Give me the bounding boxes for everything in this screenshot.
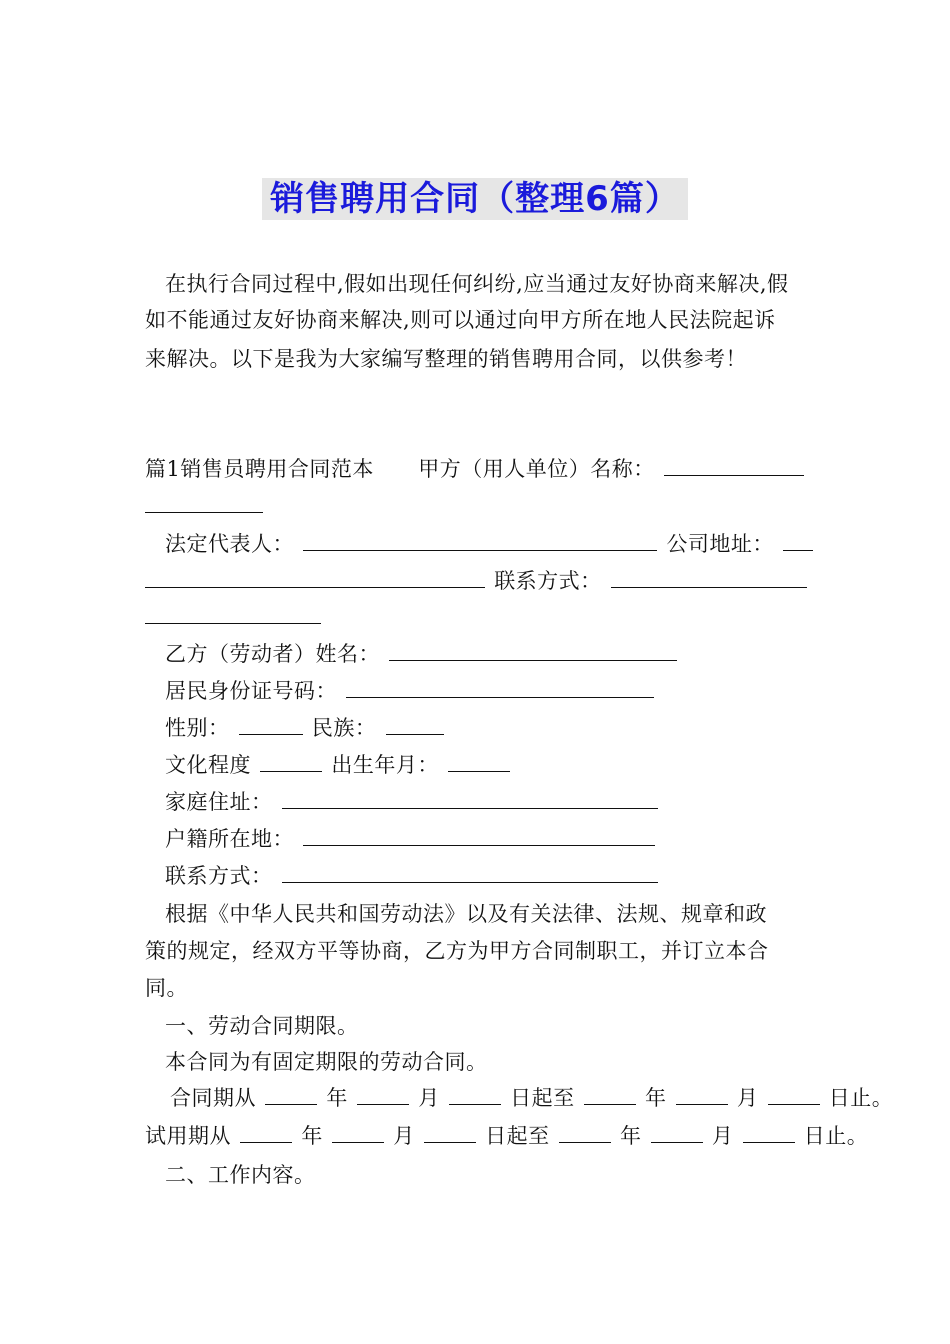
- basis-line-3: 同。: [145, 976, 188, 1000]
- party-a-line: [145, 455, 806, 483]
- legal-rep-line: [165, 530, 815, 558]
- intro-line-2: 如不能通过友好协商来解决,则可以通过向甲方所在地人民法院起诉: [145, 308, 776, 332]
- term-end-year-blank: [584, 1084, 636, 1105]
- clause1-text: 本合同为有固定期限的劳动合同。: [165, 1050, 488, 1074]
- term-start-day-blank: [449, 1084, 501, 1105]
- contact-a-blank: [611, 567, 807, 588]
- party-b-line: [165, 640, 679, 668]
- id-line: [165, 677, 656, 705]
- probation-start-month-blank: [332, 1122, 384, 1143]
- legal-rep-label: 法定代表人：: [165, 532, 294, 556]
- gender-line: [165, 714, 446, 742]
- term-start-year-blank: [265, 1084, 317, 1105]
- probation-end-month-blank: [651, 1122, 703, 1143]
- contact-a-cont-line: [145, 603, 323, 631]
- household-blank: [303, 825, 655, 846]
- gender-blank: [239, 714, 303, 735]
- id-blank: [346, 677, 654, 698]
- term-from-label: 合同期从: [170, 1086, 256, 1110]
- company-address-label: 公司地址：: [666, 532, 774, 556]
- contact-label-b: 联系方式：: [165, 864, 273, 888]
- term-day-from: 日起至: [510, 1086, 575, 1110]
- probation-line: [145, 1122, 868, 1150]
- probation-from-label: 试用期从: [145, 1124, 231, 1148]
- probation-month-2: 月: [711, 1124, 734, 1148]
- contact-label-a: 联系方式：: [494, 569, 602, 593]
- home-address-blank: [282, 788, 658, 809]
- contact-b-line: [165, 862, 660, 890]
- gender-label: 性别：: [165, 716, 230, 740]
- document-title: 销售聘用合同（整理6篇）: [262, 178, 688, 220]
- term-month-1: 月: [418, 1086, 440, 1110]
- title-container: [0, 178, 950, 220]
- term-end-month-blank: [676, 1084, 728, 1105]
- birth-blank: [448, 751, 510, 772]
- party-a-name-blank-2: [145, 492, 263, 513]
- probation-start-year-blank: [240, 1122, 292, 1143]
- term-day-until: 日止。: [828, 1086, 894, 1110]
- home-address-line: [165, 788, 660, 816]
- probation-year-2: 年: [620, 1124, 642, 1148]
- ethnicity-label: 民族：: [311, 716, 377, 740]
- probation-month-1: 月: [393, 1124, 415, 1148]
- clause1-title: 一、劳动合同期限。: [165, 1014, 359, 1038]
- birth-label: 出生年月：: [331, 753, 439, 777]
- education-line: [165, 751, 512, 779]
- contact-a-blank-2: [145, 603, 321, 624]
- legal-rep-blank: [303, 530, 657, 551]
- probation-end-day-blank: [743, 1122, 795, 1143]
- probation-start-day-blank: [424, 1122, 476, 1143]
- probation-day-until: 日止。: [803, 1124, 869, 1148]
- party-b-name-label: 乙方（劳动者）姓名：: [165, 642, 380, 666]
- company-address-blank-2: [145, 567, 485, 588]
- home-address-label: 家庭住址：: [165, 790, 273, 814]
- intro-line-3: 来解决。以下是我为大家编写整理的销售聘用合同，以供参考！: [145, 347, 747, 371]
- contact-a-line: [145, 567, 809, 595]
- term-year-2: 年: [645, 1086, 667, 1110]
- contact-b-blank: [282, 862, 658, 883]
- term-year-1: 年: [326, 1086, 348, 1110]
- party-a-name-blank: [664, 455, 804, 476]
- id-label: 居民身份证号码：: [165, 679, 337, 703]
- party-b-name-blank: [389, 640, 677, 661]
- basis-line-1: 根据《中华人民共和国劳动法》以及有关法律、法规、规章和政: [165, 902, 767, 926]
- probation-day-from: 日起至: [485, 1124, 550, 1148]
- probation-end-year-blank: [559, 1122, 611, 1143]
- basis-line-2: 策的规定，经双方平等协商，乙方为甲方合同制职工，并订立本合: [145, 939, 769, 963]
- household-label: 户籍所在地：: [165, 827, 294, 851]
- education-blank: [260, 751, 322, 772]
- clause2-title: 二、工作内容。: [165, 1163, 316, 1187]
- party-a-name-label: 甲方（用人单位）名称：: [418, 457, 655, 481]
- ethnicity-blank: [386, 714, 444, 735]
- section-heading: 篇1销售员聘用合同范本: [145, 457, 374, 481]
- company-address-blank: [783, 530, 813, 551]
- intro-line-1: 在执行合同过程中,假如出现任何纠纷,应当通过友好协商来解决,假: [165, 272, 789, 296]
- household-line: [165, 825, 657, 853]
- probation-year-1: 年: [301, 1124, 323, 1148]
- term-start-month-blank: [357, 1084, 409, 1105]
- party-a-name-blank-cont: [145, 492, 265, 520]
- term-line: [170, 1084, 893, 1112]
- term-month-2: 月: [736, 1086, 759, 1110]
- education-label: 文化程度: [165, 753, 251, 777]
- term-end-day-blank: [768, 1084, 820, 1105]
